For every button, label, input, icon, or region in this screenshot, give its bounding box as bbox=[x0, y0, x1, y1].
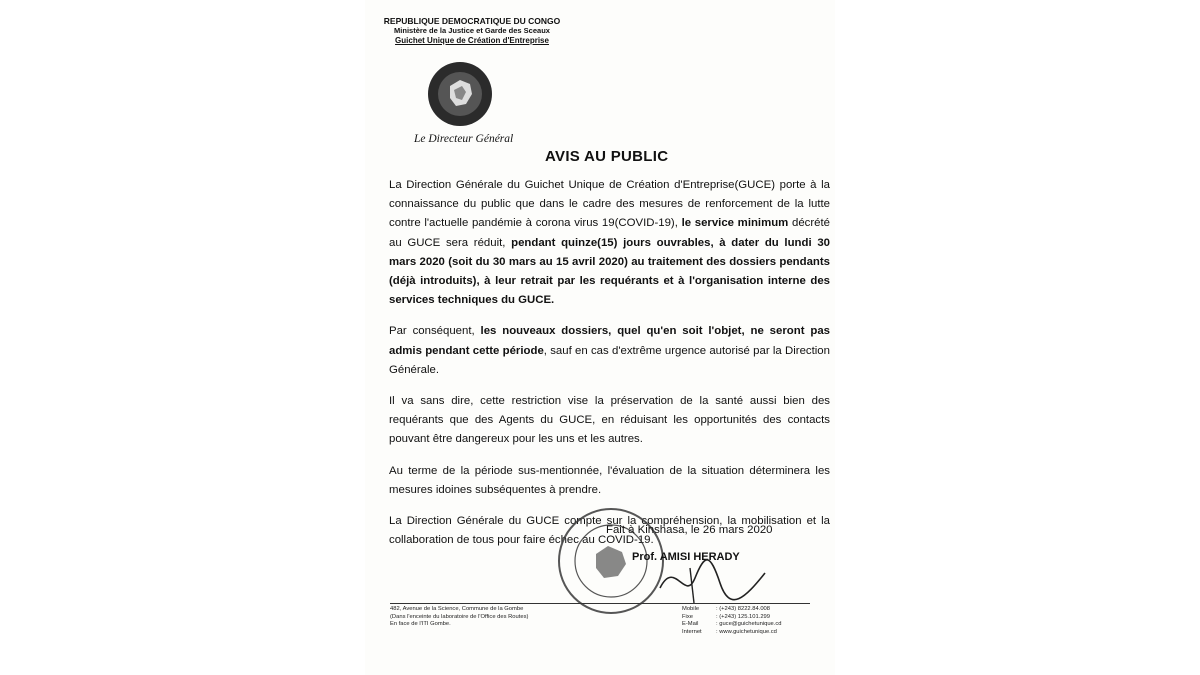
letterhead bbox=[382, 16, 562, 46]
footer-divider bbox=[390, 603, 810, 604]
paragraph-3: Il va sans dire, cette restriction vise la préservation de la santé aussi bien des requérants que des Agents du GUCE, en réduisant les opportunités des contacts pouvant être dangereux pour les uns et les autres. bbox=[389, 395, 830, 446]
paragraph-4: Au terme de la période sus-mentionnée, l'évaluation de la situation déterminera les mesures idoines subséquentes à prendre. bbox=[389, 464, 830, 496]
notice-body bbox=[389, 176, 830, 562]
footer-contacts bbox=[682, 606, 782, 636]
signatory-name: Prof. AMISI HERADY bbox=[632, 551, 740, 563]
contact-row: Mobile : (+243) 8222.84.008 bbox=[682, 606, 770, 612]
director-title: Le Directeur Général bbox=[414, 133, 514, 145]
country-name: REPUBLIQUE DEMOCRATIQUE DU CONGO bbox=[383, 16, 561, 26]
handwritten-signature-icon bbox=[650, 548, 770, 608]
office-name: Guichet Unique de Création d'Entreprise bbox=[395, 36, 549, 45]
contact-row: Fixe : (+243) 125.101.299 bbox=[682, 613, 770, 620]
ministry-name: Ministère de la Justice et Garde des Sceaux bbox=[394, 26, 550, 35]
notice-title: AVIS AU PUBLIC bbox=[545, 148, 669, 165]
paragraph-5: La Direction Générale du GUCE compte sur la compréhension, la mobilisation et la collaboration de tous pour faire échec au COVID-19. bbox=[389, 515, 830, 547]
guce-logo-icon bbox=[426, 60, 494, 128]
contact-row: E-Mail : guce@guichetunique.cd bbox=[682, 621, 782, 628]
place-and-date: Fait à Kinshasa, le 26 mars 2020 bbox=[606, 524, 773, 536]
footer-address: 482, Avenue de la Science, Commune de la Gombe (Dans l'enceinte du laboratoire de l'Office des Routes) En face de l'ITI Gombe. bbox=[390, 606, 529, 628]
paragraph-1: La Direction Générale du Guichet Unique de Création d'Entreprise(GUCE) porte à la connaissance du public que dans le cadre des mesures de renforcement de la lutte contre l'actuelle pandémie à corona virus 19(COVID-19), le service minimum décrété au GUCE sera réduit, pendant quinze(15) jours ouvrables, à dater du lundi 30 mars 2020 (soit du 30 mars au 15 avril 2020) au traitement des dossiers pendants (déjà introduits), à leur retrait par les requérants et à l'organisation interne des services techniques du GUCE. bbox=[389, 179, 830, 307]
paragraph-2: Par conséquent, les nouveaux dossiers, quel qu'en soit l'objet, ne seront pas admis pendant cette période, sauf en cas d'extrême urgence autorisé par la Direction Générale. bbox=[389, 325, 830, 376]
contact-row: Internet : www.guichetunique.cd bbox=[682, 628, 777, 635]
